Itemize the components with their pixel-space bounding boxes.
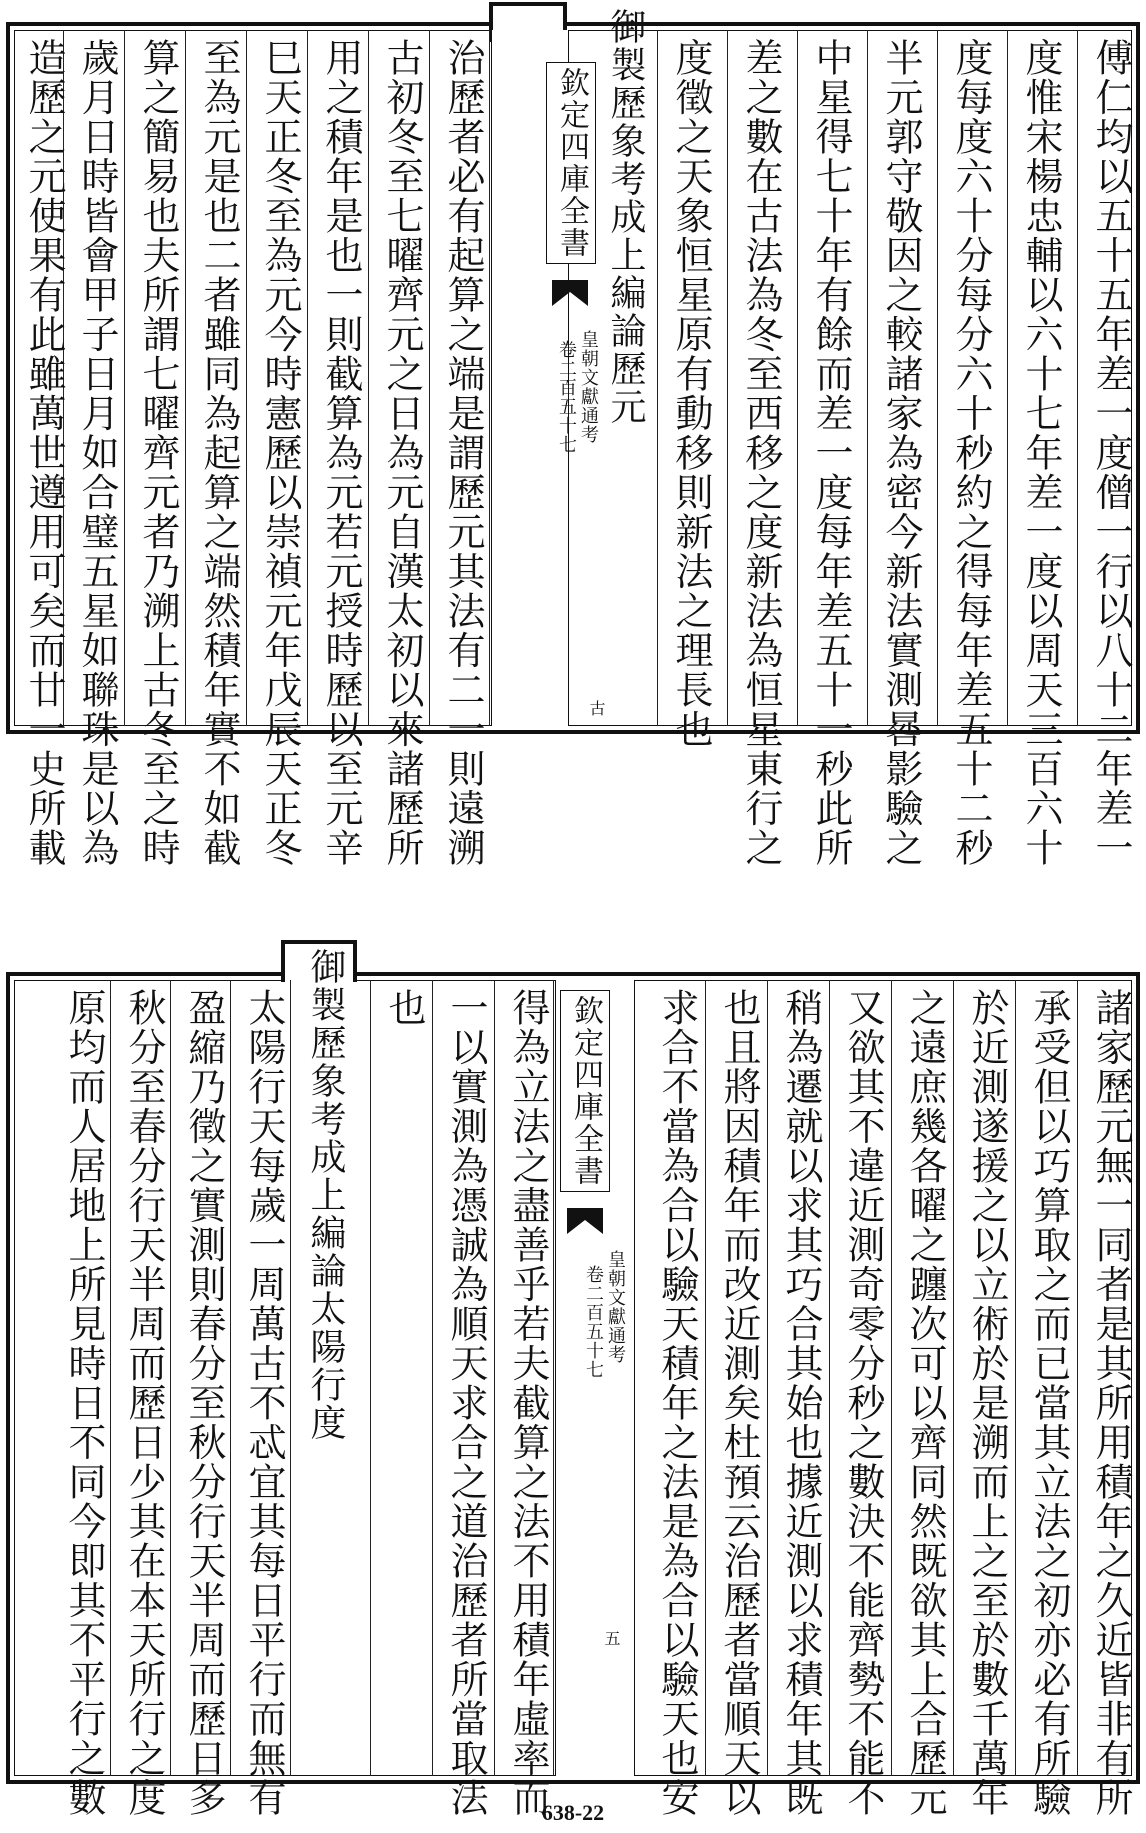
column-rule xyxy=(1077,30,1078,726)
text-column: 造歷之元使果有此雖萬世遵用可矣而廿一史所載 xyxy=(22,38,66,868)
text-column: 於近測遂援之以立術於是溯而上之至於數千萬年 xyxy=(965,988,1009,1818)
column-rule xyxy=(494,980,495,1776)
collection-label: 欽定四庫全書 xyxy=(546,62,596,264)
column-rule xyxy=(705,980,706,1776)
text-column: 度惟宋楊忠輔以六十七年差一度以周天三百六十 xyxy=(1019,38,1063,868)
text-column: 算之簡易也夫所謂七曜齊元者乃溯上古冬至之時 xyxy=(136,38,180,868)
chapter-title: 御製歷象考成上編論歷元 xyxy=(605,8,646,426)
column-rule xyxy=(1007,30,1008,726)
column-rule xyxy=(432,980,433,1776)
column-rule xyxy=(185,30,186,726)
text-column: 稍為遷就以求其巧合其始也據近測以求積年其既 xyxy=(779,988,823,1818)
text-column: 也 xyxy=(382,988,426,1028)
column-rule xyxy=(767,980,768,1776)
column-rule xyxy=(170,980,171,1776)
text-column: 秋分至春分行天半周而歷日少其在本天所行之度 xyxy=(122,988,166,1818)
column-rule xyxy=(797,30,798,726)
column-rule xyxy=(246,30,247,726)
text-column: 差之數在古法為冬至西移之度新法為恒星東行之 xyxy=(739,38,783,868)
column-rule xyxy=(657,30,658,726)
fishtail-mark xyxy=(565,1208,605,1236)
text-column: 治歷者必有起算之端是謂歷元其法有二一則遠溯 xyxy=(441,38,485,868)
text-column: 盈縮乃徵之實測則春分至秋分行天半周而歷日多 xyxy=(182,988,226,1818)
source-title: 皇朝文獻通考 xyxy=(605,1250,626,1364)
text-column: 諸家歷元無一同者是其所用積年之久近皆非有所 xyxy=(1089,988,1133,1818)
column-rule xyxy=(953,980,954,1776)
text-column: 巳天正冬至為元今時憲歷以崇禎元年戊辰天正冬 xyxy=(258,38,302,868)
text-column: 至為元是也二者雖同為起算之端然積年實不如截 xyxy=(197,38,241,868)
column-rule xyxy=(368,30,369,726)
column-rule xyxy=(290,980,291,1776)
column-rule xyxy=(829,980,830,1776)
source-title: 皇朝文獻通考 xyxy=(578,330,599,444)
text-column: 又欲其不違近測奇零分秒之數決不能齊勢不能不 xyxy=(841,988,885,1818)
text-column: 太陽行天每歲一周萬古不忒宜其每日平行而無有 xyxy=(242,988,286,1818)
column-rule xyxy=(1015,980,1016,1776)
column-rule xyxy=(727,30,728,726)
column-rule xyxy=(891,980,892,1776)
column-rule xyxy=(429,30,430,726)
text-column: 也且將因積年而改近測矣杜預云治歷者當順天以 xyxy=(717,988,761,1818)
collection-label: 欽定四庫全書 xyxy=(560,990,610,1192)
source-volume: 卷二百五十七 xyxy=(583,1265,604,1379)
text-column: 之遠庶幾各曜之躔次可以齊同然既欲其上合歷元 xyxy=(903,988,947,1818)
column-rule xyxy=(124,30,125,726)
text-column: 歲月日時皆會甲子日月如合璧五星如聯珠是以為 xyxy=(75,38,119,868)
leaf-number: 五 xyxy=(602,1630,621,1646)
text-column: 半元郭守敬因之較諸家為密今新法實測晷影驗之 xyxy=(879,38,923,868)
text-column: 求合不當為合以驗天積年之法是為合以驗天也安 xyxy=(655,988,699,1818)
text-column: 傅仁均以五十五年差一度僧一行以八十二年差一 xyxy=(1089,38,1133,868)
column-rule xyxy=(110,980,111,1776)
text-column: 原均而人居地上所見時日不同今即其不平行之數 xyxy=(62,988,106,1818)
text-column: 一以實測為憑誠為順天求合之道治歷者所當取法 xyxy=(444,988,488,1818)
column-rule xyxy=(370,980,371,1776)
text-column: 得為立法之盡善乎若夫截算之法不用積年虛率而 xyxy=(506,988,550,1818)
column-rule xyxy=(937,30,938,726)
text-column: 用之積年是也一則截算為元若元授時歷以至元辛 xyxy=(319,38,363,868)
text-column: 中星得七十年有餘而差一度每年差五十一秒此所 xyxy=(809,38,853,868)
column-rule xyxy=(1077,980,1078,1776)
chapter-title: 御製歷象考成上編論太陽行度 xyxy=(305,948,346,1442)
column-rule xyxy=(307,30,308,726)
source-volume: 卷二百五十七 xyxy=(556,340,577,454)
leaf-number: 古 xyxy=(587,700,606,716)
column-rule xyxy=(230,980,231,1776)
text-column: 古初冬至七曜齊元之日為元自漢太初以來諸歷所 xyxy=(380,38,424,868)
text-column: 承受但以巧算取之而已當其立法之初亦必有所驗 xyxy=(1027,988,1071,1818)
text-column: 度每度六十分每分六十秒約之得每年差五十二秒 xyxy=(949,38,993,868)
column-rule xyxy=(867,30,868,726)
column-rule xyxy=(489,30,490,726)
text-column: 度徵之天象恒星原有動移則新法之理長也 xyxy=(669,38,713,749)
page-number-footer: 638-22 xyxy=(541,1800,605,1825)
fishtail-mark xyxy=(550,280,590,308)
